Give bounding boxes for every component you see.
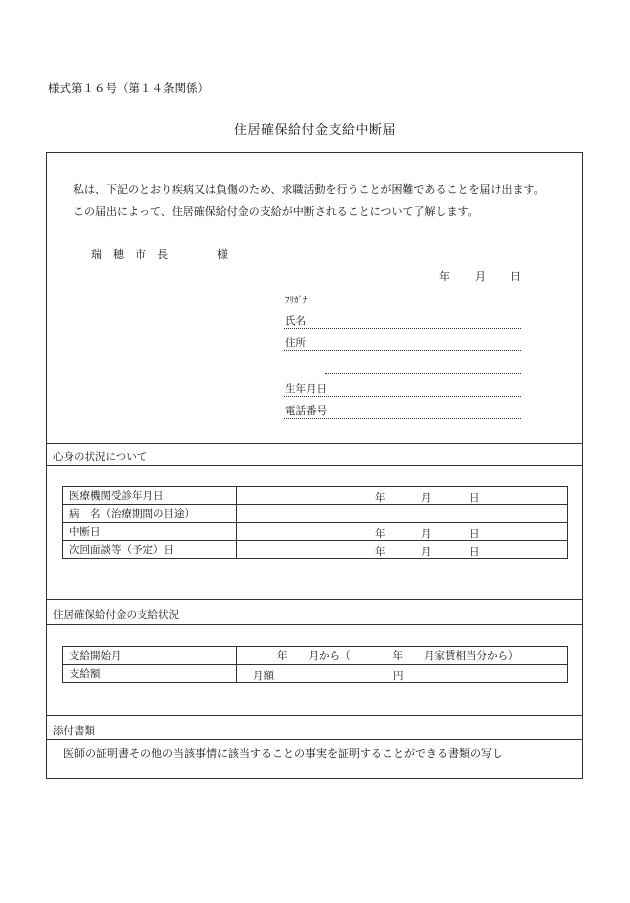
date-day: 日 [510, 270, 521, 283]
divider [47, 624, 582, 625]
name-label: 氏名 [285, 315, 306, 327]
payment-section-heading: 住居確保給付金の支給状況 [53, 609, 179, 621]
table-row [63, 541, 568, 559]
table-row [63, 647, 568, 665]
phone-label: 電話番号 [285, 405, 327, 417]
divider [47, 465, 582, 466]
birthdate-label: 生年月日 [285, 383, 327, 395]
suspension-date-field[interactable] [237, 523, 568, 541]
form-frame [46, 152, 583, 779]
divider [47, 599, 582, 600]
next-interview-day: 日 [469, 546, 480, 558]
divider [47, 443, 582, 444]
exam-date-label: 医療機関受診年月日 [63, 487, 237, 505]
address-field-1[interactable] [284, 350, 521, 351]
amount-label: 支給額 [63, 665, 237, 683]
next-interview-month: 月 [421, 546, 432, 558]
disease-label: 病 名（治療期間の目途） [63, 505, 237, 523]
form-number: 様式第１６号（第１４条関係） [48, 81, 209, 95]
exam-date-year: 年 [375, 492, 386, 504]
health-section-heading: 心身の状況について [53, 451, 148, 463]
divider [47, 739, 582, 740]
payment-table [62, 646, 568, 683]
start-month-label: 支給開始月 [63, 647, 237, 665]
suspension-date-day: 日 [469, 528, 480, 540]
next-interview-label: 次回面談等（予定）日 [63, 541, 237, 559]
divider [47, 715, 582, 716]
exam-date-day: 日 [469, 492, 480, 504]
birthdate-field[interactable] [284, 396, 521, 397]
suspension-date-year: 年 [375, 528, 386, 540]
addressee-name: 瑞 穂 市 長 [91, 248, 168, 261]
address-field-2[interactable] [325, 373, 521, 374]
attachment-text: 医師の証明書その他の当該事情に該当することの事実を証明することができる書類の写し [63, 747, 503, 760]
table-row [63, 505, 568, 523]
addressee-honorific: 様 [217, 248, 228, 261]
amount-field[interactable] [237, 665, 568, 683]
address-label: 住所 [285, 337, 306, 349]
date-year: 年 [439, 270, 450, 283]
suspension-date-month: 月 [421, 528, 432, 540]
table-row [63, 665, 568, 683]
next-interview-field[interactable] [237, 541, 568, 559]
phone-field[interactable] [284, 418, 521, 419]
name-field[interactable] [284, 328, 521, 329]
exam-date-month: 月 [421, 492, 432, 504]
disease-field[interactable] [237, 505, 568, 523]
next-interview-year: 年 [375, 546, 386, 558]
statement-line-1: 私は、下記のとおり疾病又は負傷のため、求職活動を行うことが困難であることを届け出ます。 [73, 183, 545, 196]
document-title: 住居確保給付金支給中断届 [233, 123, 396, 138]
start-month-field[interactable]: 年 月から（ 年 月家賃相当分から） [237, 647, 568, 665]
exam-date-field[interactable] [237, 487, 568, 505]
attachment-section-heading: 添付書類 [53, 725, 95, 737]
statement-line-2: この届出によって、住居確保給付金の支給が中断されることについて了解します。 [73, 205, 479, 218]
furigana-label: ﾌﾘｶﾞﾅ [285, 296, 308, 306]
date-month: 月 [475, 270, 486, 283]
table-row [63, 523, 568, 541]
amount-prefix: 月額 [253, 670, 274, 682]
health-table [62, 486, 568, 559]
amount-unit: 円 [393, 670, 404, 682]
table-row [63, 487, 568, 505]
suspension-date-label: 中断日 [63, 523, 237, 541]
